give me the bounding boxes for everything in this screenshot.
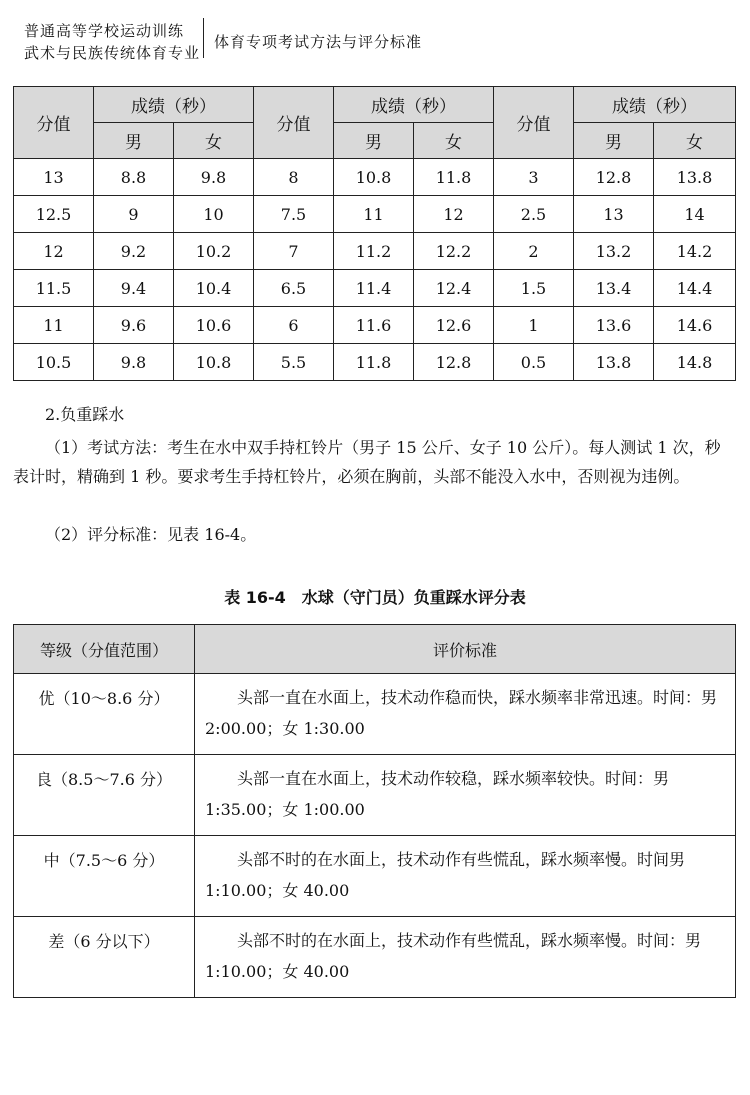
table-cell: 13.6 xyxy=(574,307,654,344)
table-cell: 14.4 xyxy=(654,270,736,307)
table-cell: 13.4 xyxy=(574,270,654,307)
grade-level: 优（10～8.6 分） xyxy=(14,674,195,755)
table-cell: 9.8 xyxy=(174,159,254,196)
table-cell: 13 xyxy=(574,196,654,233)
table-row xyxy=(14,674,736,755)
table-cell: 8 xyxy=(254,159,334,196)
table-cell: 6 xyxy=(254,307,334,344)
table-cell: 11.4 xyxy=(334,270,414,307)
table-caption: 表 16-4 水球（守门员）负重踩水评分表 xyxy=(224,588,526,607)
table-cell: 7 xyxy=(254,233,334,270)
table-cell: 13.8 xyxy=(654,159,736,196)
result-header: 成绩（秒） xyxy=(574,87,736,123)
table-cell: 12 xyxy=(414,196,494,233)
grade-criteria: 头部一直在水面上，技术动作较稳，踩水频率较快。时间：男 1:35.00；女 1:00.00 xyxy=(195,755,736,836)
table-cell: 9.6 xyxy=(94,307,174,344)
grade-criteria: 头部不时的在水面上，技术动作有些慌乱，踩水频率慢。时间：男 1:10.00；女 40.00 xyxy=(195,917,736,998)
table-cell: 12.8 xyxy=(414,344,494,381)
level-header: 等级（分值范围） xyxy=(14,625,195,674)
result-header: 成绩（秒） xyxy=(94,87,254,123)
table-cell: 10.4 xyxy=(174,270,254,307)
table-cell: 10 xyxy=(174,196,254,233)
table-row xyxy=(14,755,736,836)
table-cell: 10.8 xyxy=(174,344,254,381)
table-row xyxy=(14,836,736,917)
table-cell: 10.5 xyxy=(14,344,94,381)
table-cell: 11.5 xyxy=(14,270,94,307)
table-cell: 12.6 xyxy=(414,307,494,344)
table-cell: 14 xyxy=(654,196,736,233)
table-cell: 10.6 xyxy=(174,307,254,344)
table-row xyxy=(14,307,736,344)
table-cell: 12.4 xyxy=(414,270,494,307)
criteria-header: 评价标准 xyxy=(195,625,736,674)
table-cell: 11.8 xyxy=(334,344,414,381)
female-header: 女 xyxy=(414,123,494,159)
page-header xyxy=(0,0,750,70)
male-header: 男 xyxy=(94,123,174,159)
table-cell: 11.6 xyxy=(334,307,414,344)
header-line-2: 武术与民族传统体育专业 xyxy=(24,44,201,62)
table-cell: 7.5 xyxy=(254,196,334,233)
score-header: 分值 xyxy=(14,87,94,159)
table-cell: 9.2 xyxy=(94,233,174,270)
table-cell: 9.4 xyxy=(94,270,174,307)
table-cell: 12.2 xyxy=(414,233,494,270)
table-cell: 13.8 xyxy=(574,344,654,381)
score-header: 分值 xyxy=(254,87,334,159)
header-divider xyxy=(203,18,204,58)
table-cell: 9.8 xyxy=(94,344,174,381)
grade-level: 差（6 分以下） xyxy=(14,917,195,998)
table-cell: 6.5 xyxy=(254,270,334,307)
female-header: 女 xyxy=(654,123,736,159)
female-header: 女 xyxy=(174,123,254,159)
table-cell: 11.2 xyxy=(334,233,414,270)
scoring-standard-paragraph: （2）评分标准：见表 16-4。 xyxy=(45,525,257,544)
table-row xyxy=(14,917,736,998)
header-title: 体育专项考试方法与评分标准 xyxy=(214,33,423,51)
result-header: 成绩（秒） xyxy=(334,87,494,123)
table-cell: 12.5 xyxy=(14,196,94,233)
table-cell: 0.5 xyxy=(494,344,574,381)
table-cell: 9 xyxy=(94,196,174,233)
table-cell: 14.2 xyxy=(654,233,736,270)
table-cell: 10.8 xyxy=(334,159,414,196)
table-row xyxy=(14,196,736,233)
table-cell: 12 xyxy=(14,233,94,270)
male-header: 男 xyxy=(574,123,654,159)
table-cell: 12.8 xyxy=(574,159,654,196)
table-row xyxy=(14,344,736,381)
table-cell: 14.8 xyxy=(654,344,736,381)
grade-table xyxy=(13,624,736,998)
score-header: 分值 xyxy=(494,87,574,159)
table-row xyxy=(14,159,736,196)
table-cell: 1.5 xyxy=(494,270,574,307)
table-cell: 2 xyxy=(494,233,574,270)
table-cell: 11.8 xyxy=(414,159,494,196)
grade-level: 中（7.5～6 分） xyxy=(14,836,195,917)
grade-criteria: 头部一直在水面上，技术动作稳而快，踩水频率非常迅速。时间：男 2:00.00；女 1:30.00 xyxy=(195,674,736,755)
score-table xyxy=(13,86,736,381)
male-header: 男 xyxy=(334,123,414,159)
table-cell: 14.6 xyxy=(654,307,736,344)
exam-method-paragraph: （1）考试方法：考生在水中双手持杠铃片（男子 15 公斤、女子 10 公斤）。每人测试 1 次，秒表计时，精确到 1 秒。要求考生手持杠铃片，必须在胸前，头部不能没入水中，否则视为违例。 xyxy=(13,438,721,486)
table-cell: 5.5 xyxy=(254,344,334,381)
table-row xyxy=(14,233,736,270)
table-cell: 11 xyxy=(334,196,414,233)
section-title: 2.负重踩水 xyxy=(45,405,125,424)
table-cell: 3 xyxy=(494,159,574,196)
grade-criteria: 头部不时的在水面上，技术动作有些慌乱，踩水频率慢。时间男 1:10.00；女 40.00 xyxy=(195,836,736,917)
table-cell: 1 xyxy=(494,307,574,344)
table-cell: 13 xyxy=(14,159,94,196)
grade-level: 良（8.5～7.6 分） xyxy=(14,755,195,836)
table-row xyxy=(14,270,736,307)
table-cell: 10.2 xyxy=(174,233,254,270)
table-cell: 2.5 xyxy=(494,196,574,233)
table-cell: 11 xyxy=(14,307,94,344)
table-cell: 8.8 xyxy=(94,159,174,196)
header-line-1: 普通高等学校运动训练 xyxy=(24,22,185,40)
table-cell: 13.2 xyxy=(574,233,654,270)
